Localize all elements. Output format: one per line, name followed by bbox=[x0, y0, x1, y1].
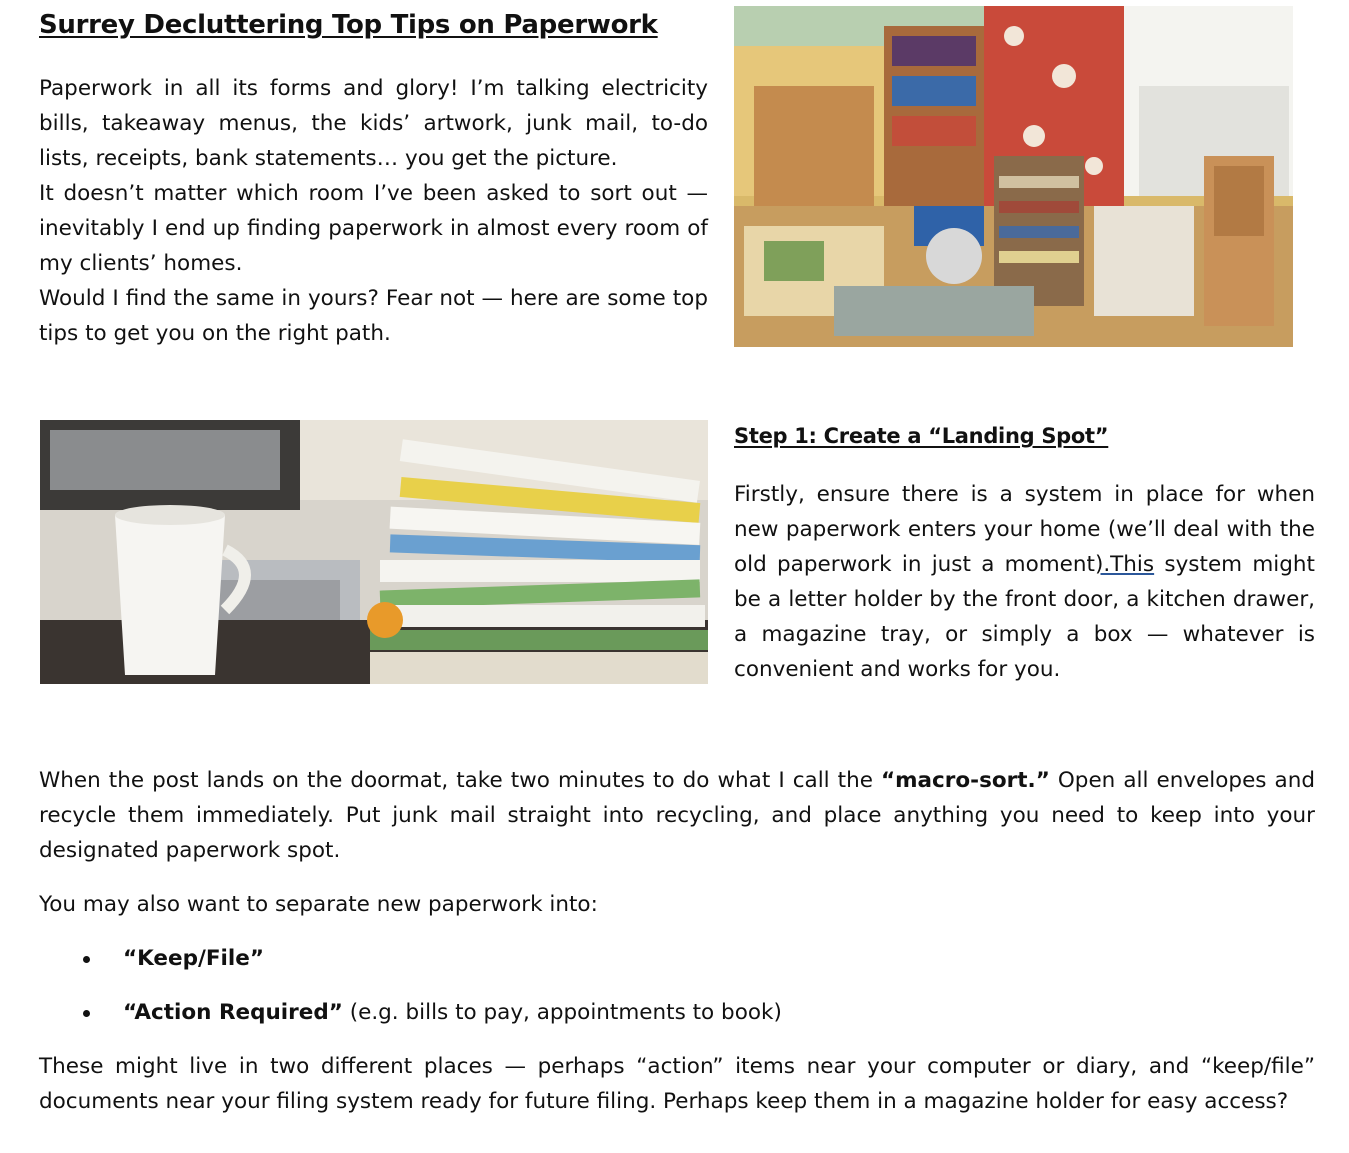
list-item-bold: “Keep/File” bbox=[123, 946, 264, 971]
paperwork-stack-image bbox=[40, 420, 708, 684]
macro-sort-paragraph bbox=[39, 763, 1315, 868]
list-item-rest: (e.g. bills to pay, appointments to book) bbox=[342, 1000, 782, 1025]
paperwork-stack-illustration bbox=[40, 420, 708, 684]
list-item-bold: “Action Required” bbox=[123, 1000, 343, 1025]
cluttered-room-illustration bbox=[734, 6, 1293, 347]
list-item bbox=[123, 941, 1315, 976]
macro-sort-text-before: When the post lands on the doormat, take two minutes to do what I call the bbox=[39, 768, 881, 793]
cluttered-room-image bbox=[734, 6, 1293, 347]
page-title: Surrey Decluttering Top Tips on Paperwork bbox=[39, 10, 658, 40]
step-1-link[interactable]: ).This bbox=[1094, 552, 1155, 577]
step-1-text-before: Firstly, ensure there is a system in place for when new paperwork enters your home (we’ll deal with the old paperwork in just a moment bbox=[734, 482, 1315, 577]
intro-section bbox=[39, 71, 708, 351]
paperwork-categories-list bbox=[39, 941, 1315, 1030]
intro-paragraph-2: It doesn’t matter which room I’ve been asked to sort out — inevitably I end up finding paperwork in almost every room of my clients’ homes. bbox=[39, 181, 708, 276]
step-1-paragraph bbox=[734, 477, 1315, 687]
step-1-text-after: system might be a letter holder by the front door, a kitchen drawer, a magazine tray, or simply a box — whatever is convenient and works for you. bbox=[734, 552, 1315, 682]
separate-intro-paragraph: You may also want to separate new paperwork into: bbox=[39, 892, 598, 917]
lower-section bbox=[39, 763, 1315, 1138]
intro-paragraph-1: Paperwork in all its forms and glory! I’m talking electricity bills, takeaway menus, the kids’ artwork, junk mail, to-do lists, receipts, bank statements… you get the picture. bbox=[39, 76, 708, 171]
macro-sort-text-after: Open all envelopes and recycle them immediately. Put junk mail straight into recycling, and place anything you need to keep into your designated paperwork spot. bbox=[39, 768, 1315, 863]
closing-paragraph: These might live in two different places — perhaps “action” items near your computer or diary, and “keep/file” documents near your filing system ready for future filing. Perhaps keep them in a magazine holder for easy access? bbox=[39, 1054, 1315, 1114]
step-1-heading: Step 1: Create a “Landing Spot” bbox=[734, 424, 1109, 448]
list-item bbox=[123, 995, 1315, 1030]
macro-sort-term: “macro-sort.” bbox=[881, 768, 1050, 793]
intro-paragraph-3: Would I find the same in yours? Fear not — here are some top tips to get you on the right path. bbox=[39, 286, 708, 346]
